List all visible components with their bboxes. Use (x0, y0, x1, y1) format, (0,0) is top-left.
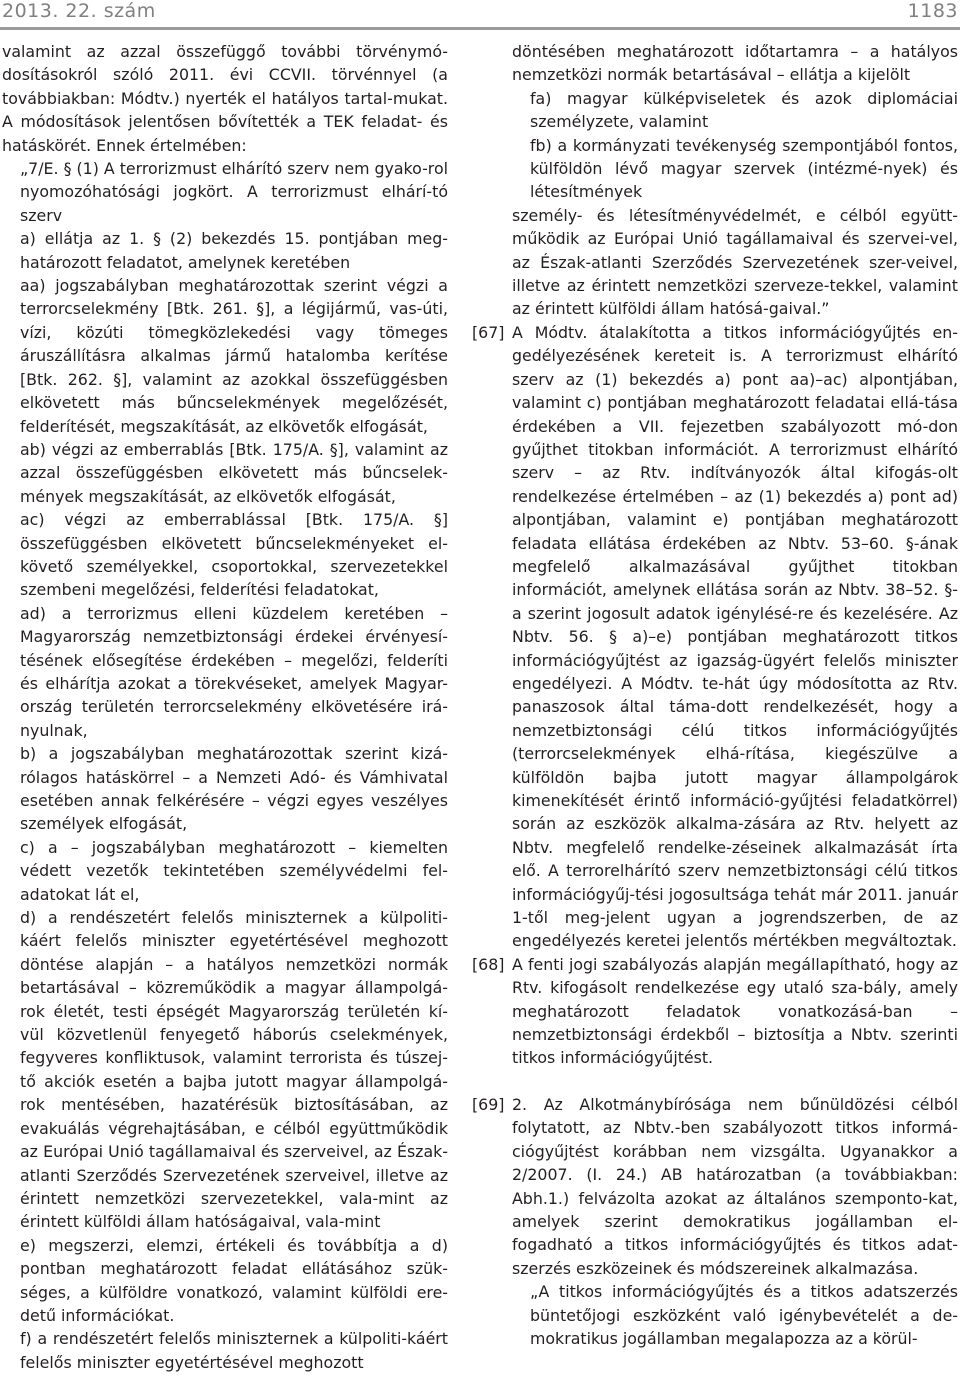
numbered-paragraph (472, 321, 958, 953)
paragraph-number: [69] (472, 1094, 505, 1114)
paragraph: személy- és létesítményvédelmét, e célból együtt-működik az Európai Unió tagállamaival és szervei-vel, az Észak-atlanti Szerződés Szervezetének szer-veivel, illetve az érintett nemzetközi szerveze-tekkel, valamint az érintett külföldi állam hatósá-gaival.” (512, 205, 958, 319)
paragraph: valamint az azzal összefüggő további törvénymó-dosításokról szóló 2011. évi CCVII. törvénnyel (a továbbiakban: Módtv.) nyerték el hatályos tartal-mukat. A módosítások jelentősen bővítették a TEK feladat- és hatáskörét. Ennek értelmében: (2, 42, 448, 155)
paragraph: „A titkos információgyűjtés és a titkos adatszerzés büntetőjogi eszközként való igénybevételét a de-mokratikus jogállamban megalapozza az a körül- (530, 1282, 958, 1348)
paragraph: e) megszerzi, elemzi, értékeli és továbbítja a d) pontban meghatározott feladat ellátásához szük-séges, a külföldre vonatkozó, valamint külföldi ere-detű információkat. (20, 1235, 448, 1325)
page-header (0, 0, 960, 30)
paragraph: A Módtv. átalakította a titkos információgyűjtés en-gedélyezésének kereteit is. A terrorizmust elhárító szerv az (1) bekezdés a) pont aa)–ac) alpontjában, valamint c) pontjában meghatározott feladatai ellá-tása érdekében a VII. fejezetben szabályozott mó-don gyűjthet titokban információt. A terrorizmust elhárító szerv – az Rtv. indítványozók által kifogás-olt rendelkezése értelmében – az (1) bekezdés a) pont ad) alpontjában, valamint e) pontjában meghatározott feladata ellátása érdekében az Nbtv. 53–60. §-ának megfelelő alkalmazásával gyűjthet titokban információt, amelynek ellátása során az Nbtv. 38–52. §-a szerint jogosult adatok igénylésé-re és kezelésére. Az Nbtv. 56. § a)–e) pontjában meghatározott titkos információgyűjtést az igazság-ügyért felelős miniszter engedélyezi. A Módtv. te-hát úgy módosította az Rtv. panaszosok által táma-dott rendelkezését, hogy a nemzetbiztonsági célú titkos információgyűjtés (terrorcselekmények elhá-rítása, kiegészülve a külföldön bajba jutott magyar állampolgárok kimenekítését érintő információ-gyűjtési feladatkörrel) során az eszközök alkalma-zására az Rtv. helyett az Nbtv. megfelelő rendelke-zéseinek alkalmazását írta elő. A terrorelhárító szerv nemzetbiztonsági célú titkos információgyűj-tési jogosultsága tehát már 2011. január 1-től meg-jelent ugyan a jogrendszerben, de az engedélyezés keretei jelentős mértékben megváltoztak. (512, 322, 958, 951)
paragraph: a) ellátja az 1. § (2) bekezdés 15. pontjában meg-határozott feladatot, amelynek keretében (20, 229, 448, 272)
numbered-paragraph (472, 1093, 958, 1280)
paragraph: ad) a terrorizmus elleni küzdelem keretében – Magyarország nemzetbiztonsági érdekei érvényesí-tésének elősegítése érdekében – megelőzi, felderíti és elhárítja azokat a törekvéseket, amelyek Magyar-ország területén terrorcselekmény elkövetésére irá-nyulnak, (20, 603, 448, 740)
paragraph: aa) jogszabályban meghatározottak szerint végzi a terrorcselekmény [Btk. 261. §], a légijármű, vas-úti, vízi, közúti tömegközlekedési vagy tömeges áruszállításra alkalmas jármű hatalomba kerítése [Btk. 262. §], valamint az azokkal összefüggésben elkövetett más bűncselekmények megelőzését, felderítését, megszakítását, az elkövetők elfogását, (20, 276, 448, 436)
header-rule (0, 27, 960, 30)
paragraph: ac) végzi az emberrablással [Btk. 175/A. §] összefüggésben elkövetett bűncselekményeket el-követő személyekkel, csoportokkal, szervezetekkel szembeni megelőzési, felderítési feladatokat, (20, 510, 448, 600)
paragraph: c) a – jogszabályban meghatározott – kiemelten védett vezetők tekintetében személyvédelmi fel-adatokat lát el, (20, 837, 448, 904)
paragraph: A fenti jogi szabályozás alapján megállapítható, hogy az Rtv. kifogásolt rendelkezése egy utaló sza-bály, amely meghatározott feladatok vonatkozásá-ban – nemzetbiztonsági érdekből – biztosítja a Nbtv. szerinti titkos információgyűjtést. (512, 954, 958, 1068)
paragraph: 2. Az Alkotmánybírósága nem bűnüldözési célból folytatott, az Nbtv.-ben szabályozott titkos informá-ciógyűjtést korábban nem vizsgálta. Ugyanakkor a 2/2007. (I. 24.) AB határozatban (a továbbiakban: Abh.1.) felvázolta azokat az általános szemponto-kat, amelyek szerint demokratikus jogállamban el-fogadható a titkos információgyűjtés és titkos adat-szerzés eszközeinek és módszereinek alkalmazása. (512, 1094, 958, 1278)
spacer (512, 1070, 958, 1093)
paragraph: d) a rendészetért felelős miniszternek a külpoliti-káért felelős miniszter egyetértésével meghozott döntése alapján – a hatályos nemzetközi normák betartásával – közreműködik a magyar állampolgá-rok életét, testi épségét Magyarország területén kí-vül közvetlenül fenyegető háborús cselekmények, fegyveres konfliktusok, valamint terrorista és túszej-tő akciók esetén a bajba jutott magyar állampolgá-rok mentésében, hazatérésük biztosításában, az evakuálás végrehajtásában, e célból együttműködik az Európai Unió tagállamaival és szerveivel, az Észak-atlanti Szerződés Szervezetének szerveivel, illetve az érintett nemzetközi szervezetekkel, vala-mint az érintett külföldi állam hatóságaival, vala-mint (20, 908, 448, 1232)
numbered-paragraph (472, 953, 958, 1070)
paragraph-number: [68] (472, 954, 505, 974)
paragraph-number: [67] (472, 322, 505, 342)
paragraph: fa) magyar külképviseletek és azok diplomáciai személyzete, valamint (530, 88, 958, 132)
page-number: 1183 (907, 0, 958, 22)
issue-label: 2013. 22. szám (2, 0, 156, 22)
paragraph: ab) végzi az emberrablás [Btk. 175/A. §], valamint az azzal összefüggésben elkövetett más bűncselek-mények megszakítását, az elkövetők elfogását, (20, 439, 448, 506)
left-column (2, 40, 448, 1374)
right-column (472, 40, 958, 1350)
paragraph: döntésében meghatározott időtartamra – a hatályos nemzetközi normák betartásával – ellátja a kijelölt (512, 42, 958, 85)
paragraph: „7/E. § (1) A terrorizmust elhárító szerv nem gyako-rol nyomozóhatósági jogkört. A terrorizmust elhárí-tó szerv (20, 159, 448, 225)
paragraph: fb) a kormányzati tevékenység szempontjából fontos, külföldön lévő magyar szervek (intézmé-nyek) és létesítmények (530, 135, 958, 202)
paragraph: f) a rendészetért felelős miniszternek a külpoliti-káért felelős miniszter egyetértésével meghozott (20, 1329, 448, 1372)
paragraph: b) a jogszabályban meghatározottak szerint kizá-rólagos hatáskörrel – a Nemzeti Adó- és Vámhivatal esetében annak felkérésére – végzi egyes veszélyes személyek elfogását, (20, 744, 448, 834)
